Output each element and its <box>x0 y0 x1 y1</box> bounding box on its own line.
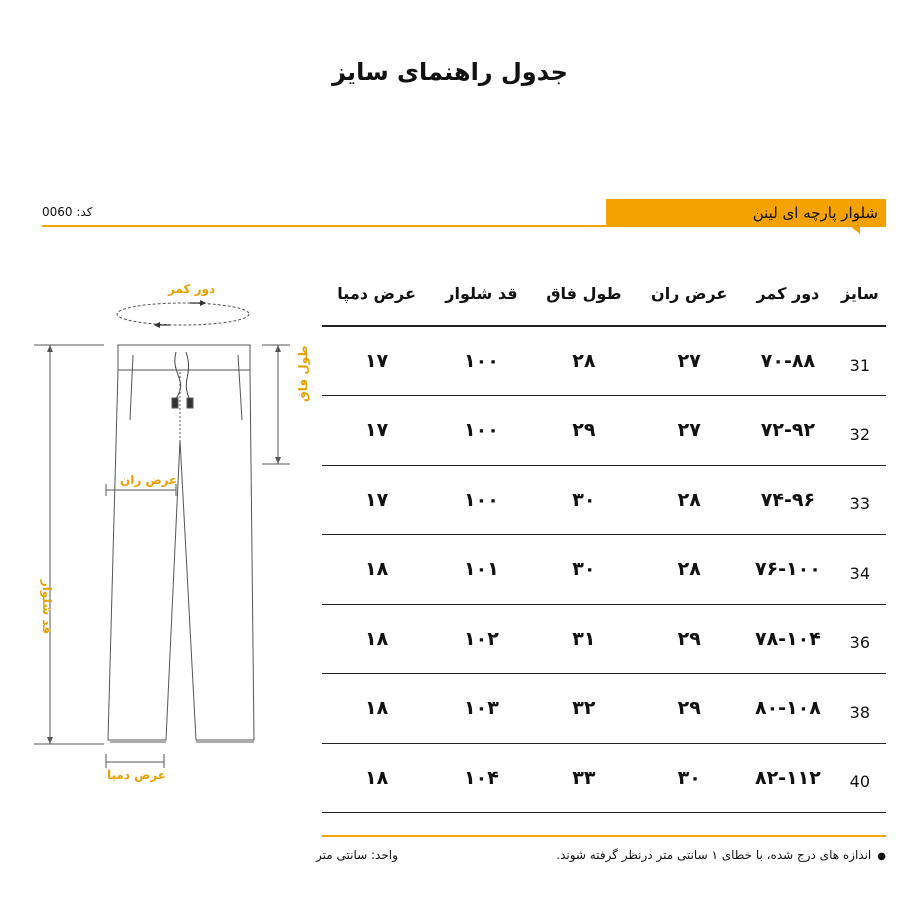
table-row <box>322 396 886 466</box>
hem-cell: ۱۷ <box>322 465 431 535</box>
length-cell: ۱۰۱ <box>431 535 531 605</box>
header-divider <box>42 225 607 227</box>
thigh-cell: ۲۹ <box>636 674 742 744</box>
length-cell: ۱۰۳ <box>431 674 531 744</box>
hem-cell: ۱۸ <box>322 674 431 744</box>
table-row <box>322 674 886 744</box>
length-label: قد شلوار <box>40 579 55 635</box>
hem-cell: ۱۷ <box>322 326 431 396</box>
banner-tab-shape <box>850 226 860 234</box>
header-hem: عرض دمپا <box>322 262 431 326</box>
page-title: جدول راهنمای سایز <box>332 58 568 86</box>
waist-cell: ۷۲-۹۲ <box>742 396 833 466</box>
size-cell: 36 <box>834 604 886 674</box>
table-row <box>322 604 886 674</box>
rise-cell: ۳۲ <box>532 674 637 744</box>
rise-cell: ۳۰ <box>532 535 637 605</box>
header-size: سایز <box>834 262 886 326</box>
waist-label: دور کمر <box>168 282 216 296</box>
unit-label: واحد: سانتی متر <box>316 848 398 862</box>
table-row <box>322 326 886 396</box>
thigh-cell: ۲۹ <box>636 604 742 674</box>
rise-measure <box>262 345 290 464</box>
product-code-label: کد: <box>76 205 93 219</box>
hem-label: عرض دمپا <box>107 768 166 782</box>
waist-cell: ۷۴-۹۶ <box>742 465 833 535</box>
tolerance-note-text: اندازه های درج شده، با خطای ۱ سانتی متر درنظر گرفته شوند. <box>556 848 872 862</box>
waist-cell: ۸۰-۱۰۸ <box>742 674 833 744</box>
rise-cell: ۳۱ <box>532 604 637 674</box>
thigh-cell: ۲۸ <box>636 535 742 605</box>
rise-cell: ۳۳ <box>532 743 637 813</box>
thigh-cell: ۲۸ <box>636 465 742 535</box>
waist-measure <box>117 300 249 328</box>
length-cell: ۱۰۰ <box>431 326 531 396</box>
hem-measure <box>106 754 164 768</box>
rise-cell: ۲۹ <box>532 396 637 466</box>
footer-divider <box>322 835 886 837</box>
length-cell: ۱۰۰ <box>431 396 531 466</box>
thigh-cell: ۳۰ <box>636 743 742 813</box>
size-cell: 40 <box>834 743 886 813</box>
size-cell: 33 <box>834 465 886 535</box>
waist-cell: ۷۸-۱۰۴ <box>742 604 833 674</box>
table-row <box>322 743 886 813</box>
product-name-banner: شلوار پارچه ای لینن <box>606 199 886 227</box>
header-rise: طول فاق <box>532 262 637 326</box>
hem-cell: ۱۸ <box>322 535 431 605</box>
size-cell: 32 <box>834 396 886 466</box>
size-cell: 38 <box>834 674 886 744</box>
thigh-cell: ۲۷ <box>636 396 742 466</box>
table-row <box>322 465 886 535</box>
thigh-label: عرض ران <box>120 473 178 487</box>
rise-cell: ۳۰ <box>532 465 637 535</box>
hem-cell: ۱۸ <box>322 604 431 674</box>
bullet-icon: ● <box>877 851 886 862</box>
table-header-row <box>322 262 886 326</box>
rise-cell: ۲۸ <box>532 326 637 396</box>
thigh-cell: ۲۷ <box>636 326 742 396</box>
product-code <box>42 205 92 219</box>
waist-cell: ۸۲-۱۱۲ <box>742 743 833 813</box>
rise-label: طول فاق <box>296 345 310 402</box>
size-cell: 31 <box>834 326 886 396</box>
size-table <box>322 262 886 813</box>
tolerance-note <box>556 848 886 862</box>
header-waist: دور کمر <box>742 262 833 326</box>
size-cell: 34 <box>834 535 886 605</box>
header-length: قد شلوار <box>431 262 531 326</box>
waist-cell: ۷۶-۱۰۰ <box>742 535 833 605</box>
length-measure <box>34 345 104 744</box>
waist-cell: ۷۰-۸۸ <box>742 326 833 396</box>
product-code-value: 0060 <box>42 205 73 219</box>
pants-outline <box>108 345 254 742</box>
hem-cell: ۱۷ <box>322 396 431 466</box>
table-row <box>322 535 886 605</box>
length-cell: ۱۰۴ <box>431 743 531 813</box>
length-cell: ۱۰۲ <box>431 604 531 674</box>
hem-cell: ۱۸ <box>322 743 431 813</box>
header-thigh: عرض ران <box>636 262 742 326</box>
length-cell: ۱۰۰ <box>431 465 531 535</box>
pants-diagram <box>0 270 320 790</box>
